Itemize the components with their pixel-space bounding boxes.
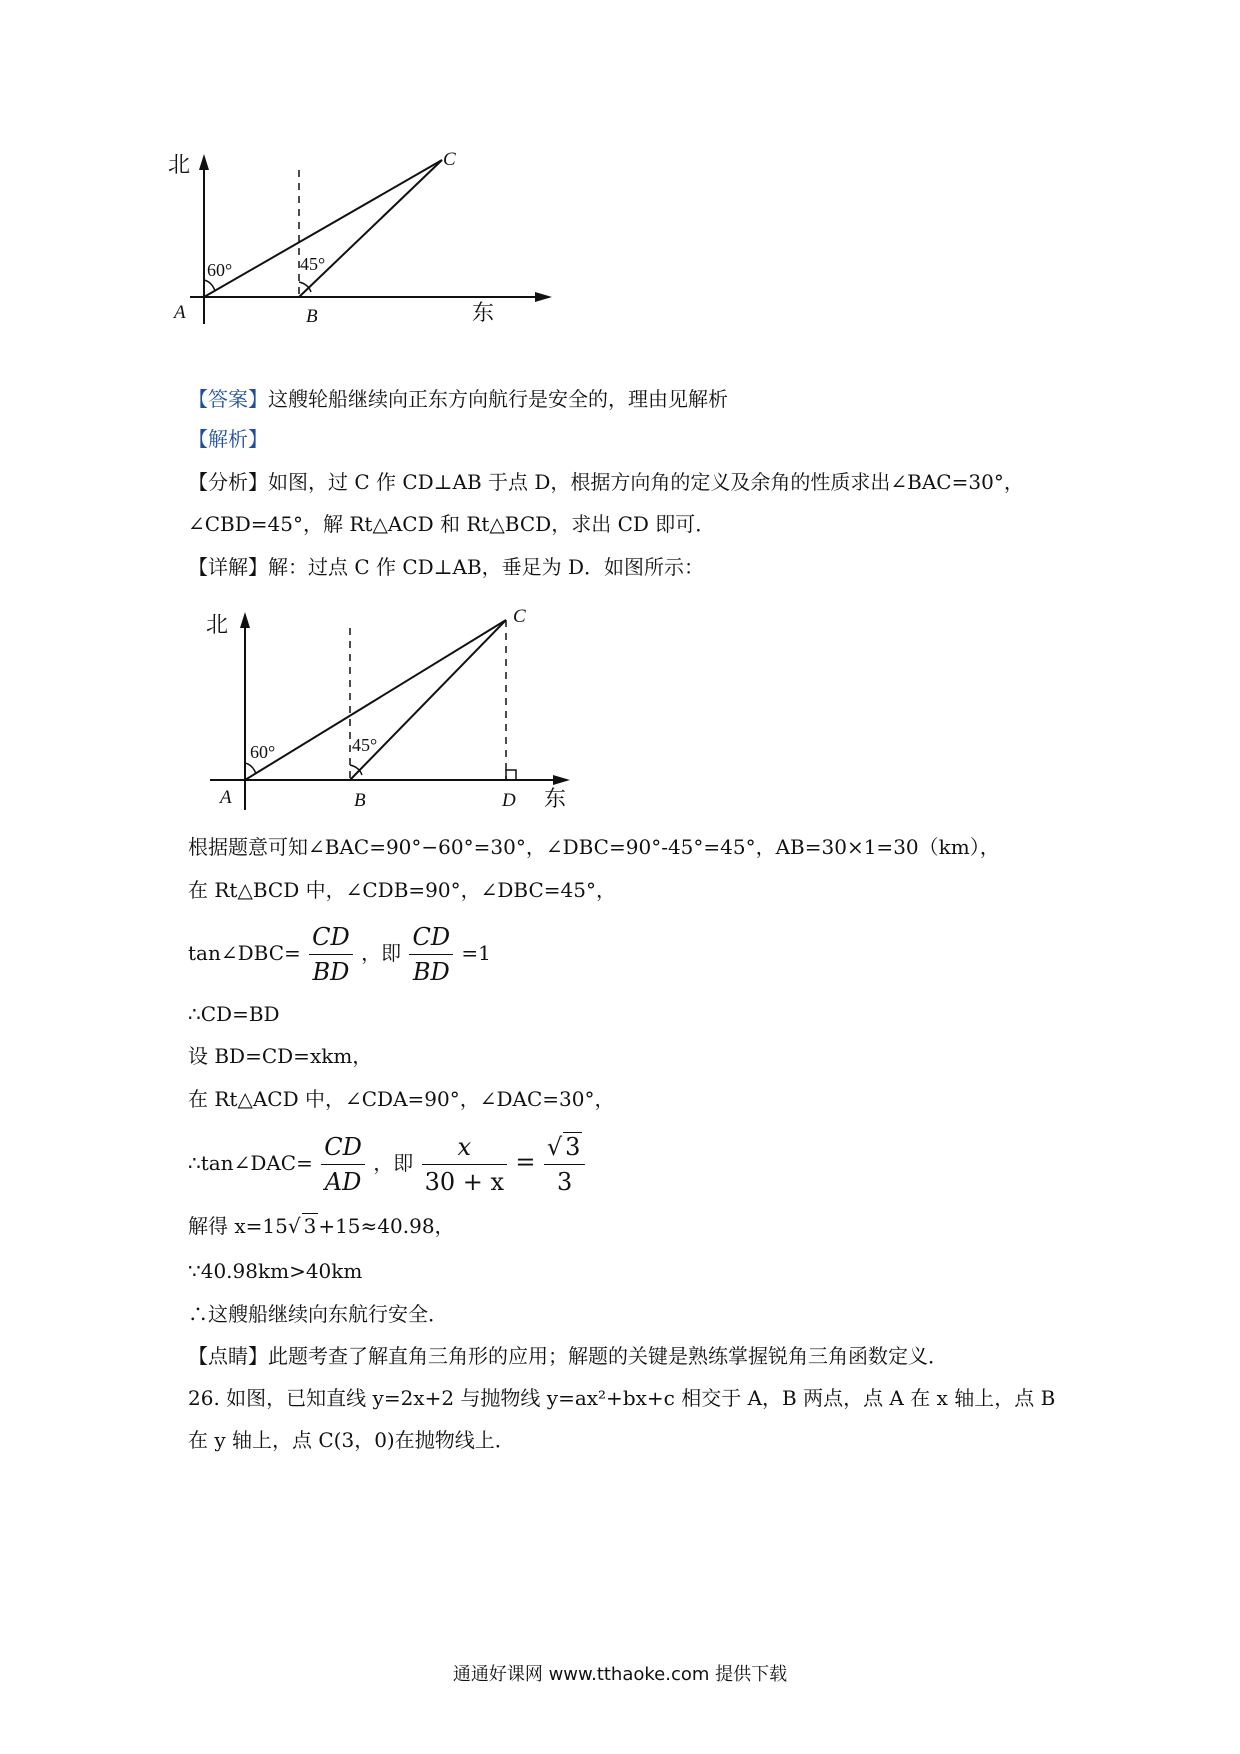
label-east: 东 [544, 787, 567, 812]
solution-line-5: 设 BD=CD=xkm， [188, 1044, 373, 1068]
fraction-denominator: 3 [556, 1168, 573, 1196]
label-angle-45: 45° [352, 735, 378, 755]
angle-arc-60 [245, 763, 256, 774]
sqrt-symbol: √ 3 [546, 1133, 581, 1161]
connector-ji: ，即 [361, 941, 402, 965]
fraction-sqrt3-over-3 [544, 1132, 586, 1197]
solution-line-1: 根据题意可知∠BAC=90°−60°=30°，∠DBC=90°-45°=45°，AB=30×1=30（km）， [188, 835, 1000, 859]
fraction-cd-bd-1 [309, 922, 353, 987]
segment-ac [245, 620, 506, 780]
label-east: 东 [472, 301, 495, 326]
right-angle-marker [506, 770, 516, 780]
detail-tag: 【详解】 [188, 555, 268, 579]
analysis-tag: 【解析】 [188, 427, 268, 451]
fraction-cd-ad [321, 1132, 365, 1197]
radicand: 3 [303, 1214, 317, 1238]
question-26-line-2: 在 y 轴上，点 C(3，0)在抛物线上． [188, 1428, 515, 1452]
radicand: 3 [565, 1133, 581, 1161]
fraction-numerator: CD [321, 1132, 365, 1165]
label-b: B [354, 790, 366, 811]
fraction-denominator: 30 + x [424, 1168, 505, 1196]
detail-text: 解：过点 C 作 CD⊥AB，垂足为 D．如图所示： [268, 555, 705, 579]
answer-text: 这艘轮船继续向正东方向航行是安全的，理由见解析 [268, 387, 728, 411]
equals-one: =1 [461, 941, 491, 965]
east-arrow-icon [553, 775, 570, 785]
north-arrow-icon [240, 612, 250, 628]
label-d: D [502, 790, 516, 811]
solution-line-3 [188, 918, 491, 988]
sqrt-symbol: √ 3 [287, 1214, 317, 1238]
dianjing-tag: 【点睛】 [188, 1344, 268, 1368]
connector-ji: ，即 [373, 1151, 414, 1175]
tan-dac-prefix: ∴tan∠DAC= [188, 1151, 313, 1175]
solution-line-10: ∴这艘船继续向东航行安全． [188, 1302, 448, 1326]
segment-ac [204, 160, 442, 297]
analysis-heading [188, 425, 268, 453]
fenxi-line-2: ∠CBD=45°，解 Rt△ACD 和 Rt△BCD，求出 CD 即可． [188, 512, 716, 536]
solve-prefix: 解得 x=15 [188, 1214, 288, 1238]
north-arrow-icon [199, 154, 209, 170]
answer-line [188, 385, 728, 413]
fraction-numerator: CD [409, 922, 453, 955]
solution-line-2: 在 Rt△BCD 中，∠CDB=90°，∠DBC=45°， [188, 878, 616, 902]
label-angle-60: 60° [250, 742, 276, 762]
fenxi-line-1 [188, 468, 1024, 496]
label-a: A [174, 302, 186, 323]
dianjing-line [188, 1342, 948, 1370]
detail-line [188, 553, 704, 581]
fenxi-text-1: 如图，过 C 作 CD⊥AB 于点 D，根据方向角的定义及余角的性质求出∠BAC=30°， [268, 470, 1024, 494]
dianjing-text: 此题考查了解直角三角形的应用；解题的关键是熟练掌握锐角三角函数定义． [268, 1344, 948, 1368]
label-c: C [513, 606, 526, 627]
solve-suffix: +15≈40.98， [318, 1214, 455, 1238]
tan-dbc-prefix: tan∠DBC= [188, 941, 301, 965]
label-b: B [306, 306, 318, 327]
label-north: 北 [168, 153, 191, 178]
fraction-denominator: AD [324, 1168, 362, 1196]
fraction-numerator: x [422, 1132, 507, 1165]
label-c: C [443, 149, 456, 170]
segment-bc [299, 160, 442, 297]
fraction-x-over-30-plus-x [422, 1132, 507, 1197]
footer-source: 通通好课网 www.tthaoke.com 提供下载 [452, 1664, 788, 1685]
solution-line-4: ∴CD=BD [188, 1002, 280, 1026]
fraction-numerator: CD [309, 922, 353, 955]
solution-line-8 [188, 1212, 455, 1240]
angle-arc-60 [204, 280, 215, 291]
question-26-line-1: 26. 如图，已知直线 y=2x+2 与抛物线 y=ax²+bx+c 相交于 A，B 两点，点 A 在 x 轴上，点 B [188, 1386, 1056, 1410]
fraction-cd-bd-2 [409, 922, 453, 987]
fenxi-tag: 【分析】 [188, 470, 268, 494]
label-angle-45: 45° [300, 254, 326, 274]
segment-bc [350, 620, 506, 780]
fraction-numerator [544, 1132, 586, 1165]
label-angle-60: 60° [207, 260, 233, 280]
answer-tag: 【答案】 [188, 387, 268, 411]
solution-line-7 [188, 1125, 587, 1200]
east-arrow-icon [535, 292, 552, 302]
equals-sign: = [515, 1148, 536, 1176]
figure-1-direction-diagram [168, 149, 550, 365]
solution-line-9: ∵40.98km>40km [188, 1259, 363, 1283]
figure-2-direction-diagram [200, 600, 580, 825]
label-a: A [220, 787, 232, 808]
fraction-denominator: BD [312, 958, 350, 986]
label-north: 北 [206, 613, 229, 638]
solution-line-6: 在 Rt△ACD 中，∠CDA=90°，∠DAC=30°， [188, 1087, 615, 1111]
fraction-denominator: BD [412, 958, 450, 986]
